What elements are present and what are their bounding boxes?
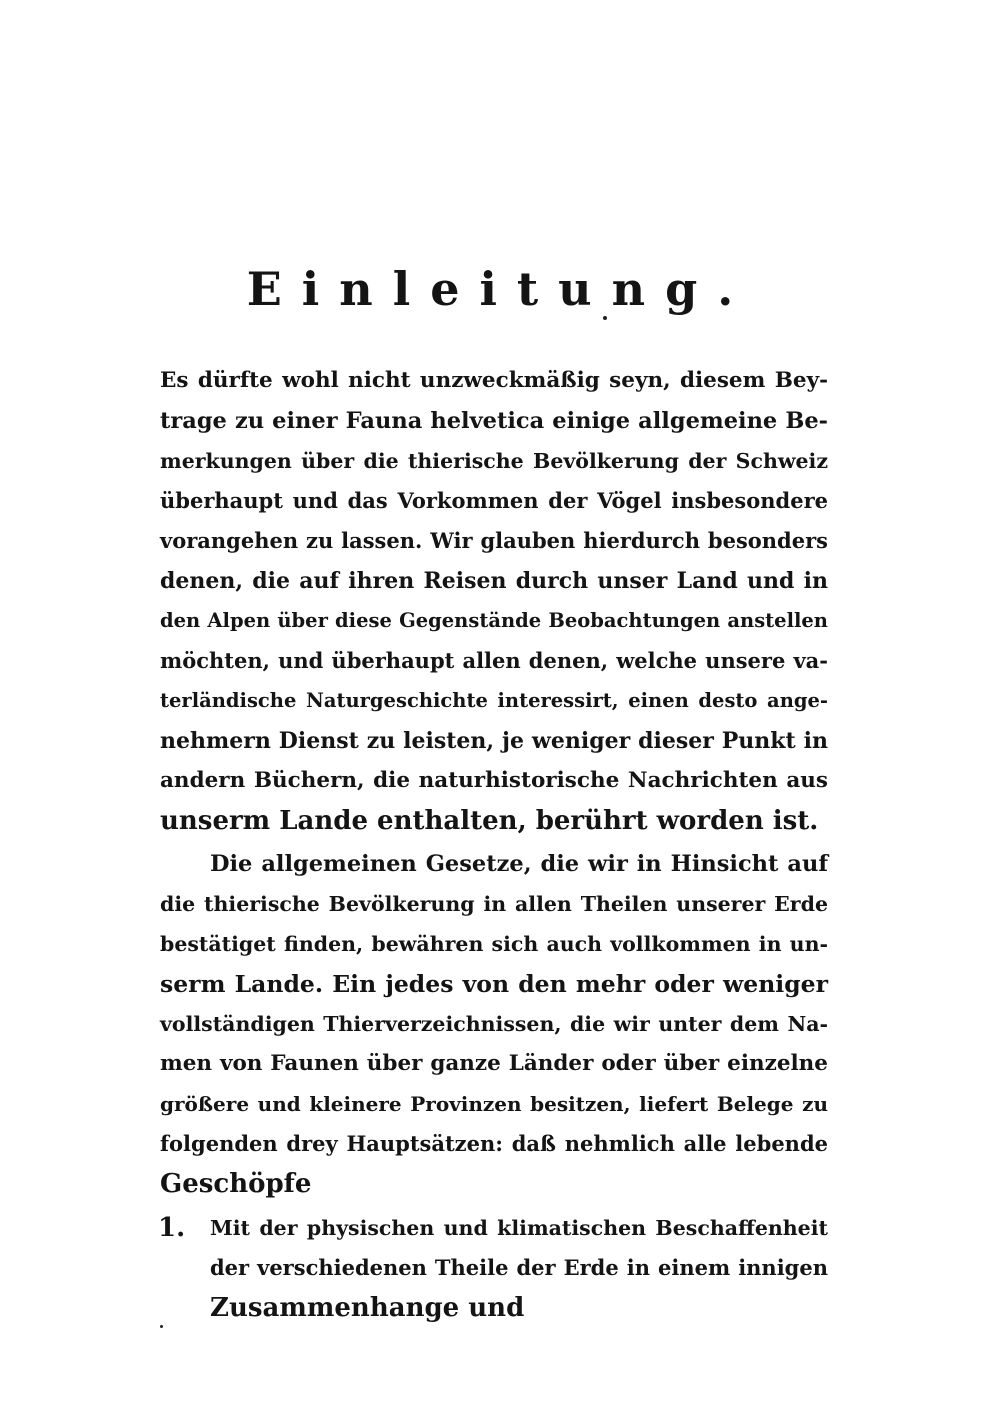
text-line: der verschiedenen Theile der Erde in einem innigen xyxy=(210,1255,828,1280)
print-speck xyxy=(603,316,607,320)
text-line: Geschöpfe xyxy=(160,1169,312,1199)
text-line: denen, die auf ihren Reisen durch unser Land und in xyxy=(160,568,828,594)
text-line: Zusammenhange und xyxy=(210,1293,525,1323)
text-line: merkungen über die thierische Bevölkerung der Schweiz xyxy=(160,449,828,473)
text-line: men von Faunen über ganze Länder oder über einzelne xyxy=(160,1051,828,1076)
text-line: bestätiget finden, bewähren sich auch vollkommen in un- xyxy=(160,932,828,956)
text-line: größere und kleinere Provinzen besitzen, liefert Belege zu xyxy=(160,1092,828,1116)
text-line: Die allgemeinen Gesetze, die wir in Hinsicht auf xyxy=(210,851,828,877)
text-line: vorangehen zu lassen. Wir glauben hierdurch besonders xyxy=(160,528,828,553)
text-line: trage zu einer Fauna helvetica einige allgemeine Be- xyxy=(160,408,828,434)
page-heading: Einleitung. xyxy=(246,262,754,316)
text-line: den Alpen über diese Gegenstände Beobachtungen anstellen xyxy=(160,609,828,632)
text-line: andern Büchern, die naturhistorische Nachrichten aus xyxy=(160,768,828,793)
text-line: unserm Lande enthalten, berührt worden ist. xyxy=(160,806,819,836)
text-line: vollständigen Thierverzeichnissen, die wir unter dem Na- xyxy=(160,1012,828,1036)
text-line: terländische Naturgeschichte interessirt, einen desto ange- xyxy=(160,689,828,712)
text-line: serm Lande. Ein jedes von den mehr oder weniger xyxy=(160,970,828,998)
text-line: Mit der physischen und klimatischen Beschaffenheit xyxy=(210,1216,828,1240)
print-speck xyxy=(160,1325,163,1328)
text-line: möchten, und überhaupt allen denen, welche unsere va- xyxy=(160,648,828,673)
text-line: Es dürfte wohl nicht unzweckmäßig seyn, diesem Bey- xyxy=(160,368,828,393)
text-line: die thierische Bevölkerung in allen Theilen unserer Erde xyxy=(160,892,828,916)
text-line: überhaupt und das Vorkommen der Vögel insbesondere xyxy=(160,488,828,513)
list-number: 1. xyxy=(158,1213,186,1243)
text-line: folgenden drey Hauptsätzen: daß nehmlich alle lebende xyxy=(160,1131,828,1156)
text-line: nehmern Dienst zu leisten, je weniger dieser Punkt in xyxy=(160,728,828,754)
